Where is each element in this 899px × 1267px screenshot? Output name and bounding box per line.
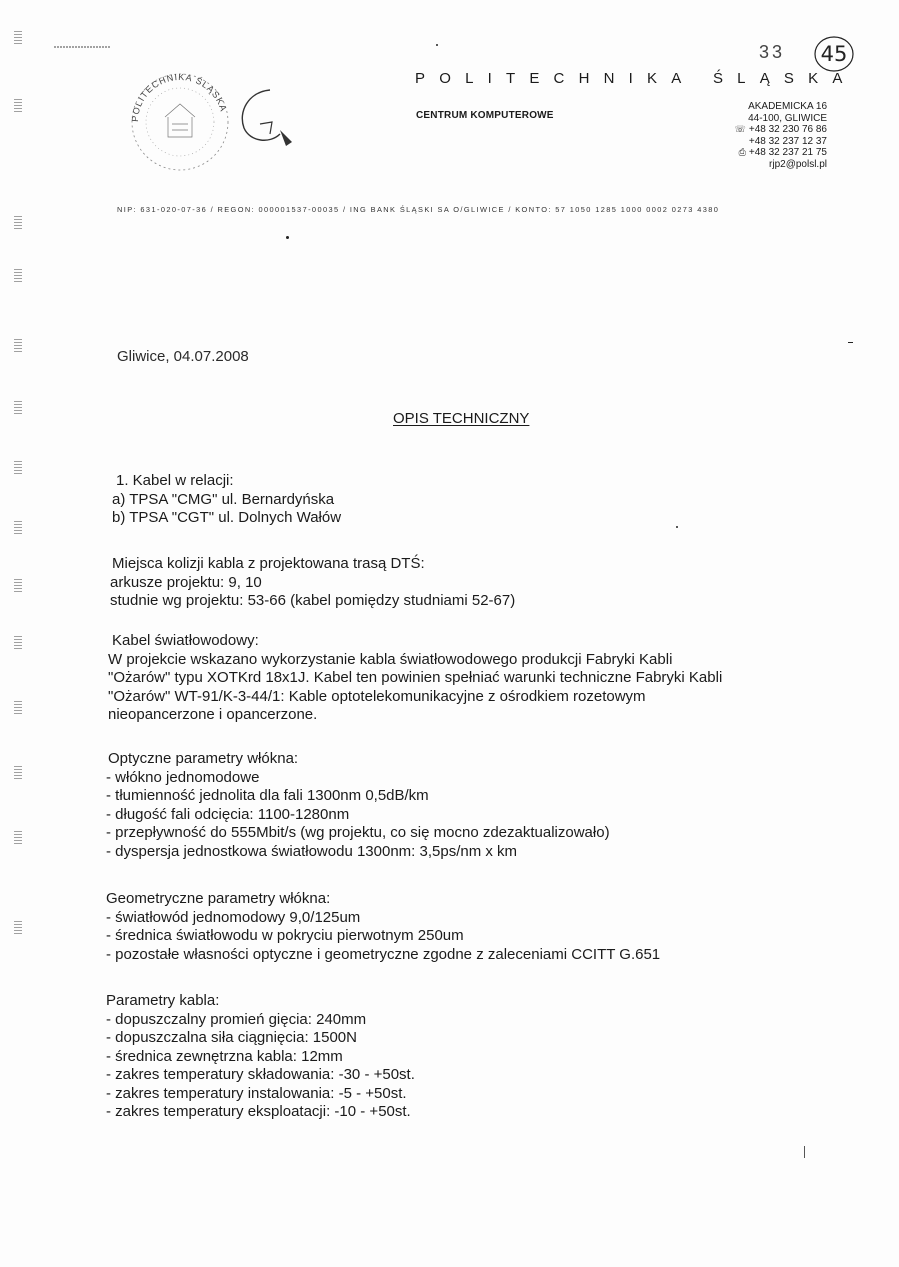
text-line: - zakres temperatury składowania: -30 - +50st. (106, 1066, 415, 1083)
text-line: - średnica światłowodu w pokryciu pierwotnym 250um (106, 927, 464, 944)
address-line: 44-100, GLIWICE (748, 112, 827, 124)
text-line: arkusze projektu: 9, 10 (110, 573, 262, 591)
fax-icon: ⎙ (738, 147, 746, 158)
text-line: - zakres temperatury eksploatacji: -10 - +50st. (106, 1103, 411, 1120)
section-collision (106, 555, 515, 611)
text-line: - dopuszczalna siła ciągnięcia: 1500N (106, 1029, 357, 1046)
scan-speck (848, 342, 853, 343)
text-line: - pozostałe własności optyczne i geometryczne zgodne z zaleceniami CCITT G.651 (106, 945, 661, 963)
text-line: W projekcie wskazano wykorzystanie kabla światłowodowego produkcji Fabryki Kabli (108, 650, 673, 668)
text-line: - światłowód jednomodowy 9,0/125um (106, 908, 361, 926)
text-line: - średnica zewnętrzna kabla: 12mm (106, 1047, 343, 1065)
address-line: AKADEMICKA 16 (748, 101, 827, 112)
address-block (735, 101, 827, 171)
text-line: Geometryczne parametry włókna: (106, 890, 331, 907)
scan-speck (286, 236, 289, 239)
text-line: "Ożarów" WT-91/K-3-44/1: Kable optotelekomunikacyjne z ośrodkiem rozetowym (108, 687, 646, 705)
scan-edge-noise (14, 20, 40, 980)
text-line: b) TPSA "CGT" ul. Dolnych Wałów (112, 509, 342, 526)
circled-page-number (812, 34, 856, 74)
section-cable-params (106, 992, 415, 1122)
section-fiber-cable (106, 632, 722, 725)
scan-dash (54, 46, 110, 48)
svg-text:POLITECHNIKA ŚLĄSKA: POLITECHNIKA ŚLĄSKA (129, 71, 229, 123)
text-line: "Ożarów" typu XOTKrd 18x1J. Kabel ten powinien spełniać warunki techniczne Fabryki Kabli (108, 669, 723, 686)
text-line: a) TPSA "CMG" ul. Bernardyńska (112, 490, 335, 508)
text-line: Kabel światłowodowy: (112, 632, 259, 649)
scan-speck (436, 44, 438, 46)
department-name: CENTRUM KOMPUTEROWE (416, 110, 554, 121)
text-line: - tłumienność jednolita dla fali 1300nm 0,5dB/km (106, 787, 429, 804)
text-line: Miejsca kolizji kabla z projektowana trasą DTŚ: (112, 555, 425, 572)
text-line: nieopancerzone i opancerzone. (108, 706, 318, 723)
phone-line: ☏ +48 32 230 76 86 (734, 124, 827, 136)
svg-text:45: 45 (820, 42, 848, 66)
date-line: Gliwice, 04.07.2008 (117, 348, 249, 365)
text-line: - dyspersja jednostkowa światłowodu 1300nm: 3,5ps/nm x km (106, 842, 518, 860)
email: rjp2@polsl.pl (769, 158, 827, 170)
text-line: Parametry kabla: (106, 992, 220, 1009)
text-line: - długość fali odcięcia: 1100-1280nm (106, 805, 350, 823)
company-registration-line: NIP: 631-020-07-36 / REGON: 000001537-00035 / ING BANK ŚLĄSKI SA O/GLIWICE / KONTO: 57 1050 1285 1000 0002 0273 4380 (117, 205, 720, 214)
section-optical-params (106, 750, 610, 861)
text-line: Optyczne parametry włókna: (108, 750, 299, 767)
text-line: - dopuszczalny promień gięcia: 240mm (106, 1010, 367, 1028)
text-line: 1. Kabel w relacji: (116, 472, 234, 489)
text-line: - przepływność do 555Mbit/s (wg projektu, co się mocno zdezaktualizowało) (106, 824, 610, 841)
scan-mark (804, 1146, 805, 1158)
fax-line: ⎙ +48 32 237 21 75 (738, 147, 827, 159)
phone-icon: ☏ (734, 124, 746, 135)
text-line: - zakres temperatury instalowania: -5 - +50st. (106, 1084, 407, 1102)
text-line: - włókno jednomodowe (106, 768, 260, 786)
section-geometric-params (106, 890, 660, 964)
document-title: OPIS TECHNICZNY (393, 410, 530, 427)
text-line: studnie wg projektu: 53-66 (kabel pomiędzy studniami 52-67) (110, 592, 516, 609)
university-seal-logo (120, 62, 300, 182)
page-number: 33 (759, 42, 786, 62)
section-relation (106, 472, 341, 528)
phone-line: +48 32 237 12 37 (748, 135, 827, 147)
scan-speck (676, 526, 678, 528)
university-name: POLITECHNIKA ŚLĄSKA (415, 70, 857, 87)
